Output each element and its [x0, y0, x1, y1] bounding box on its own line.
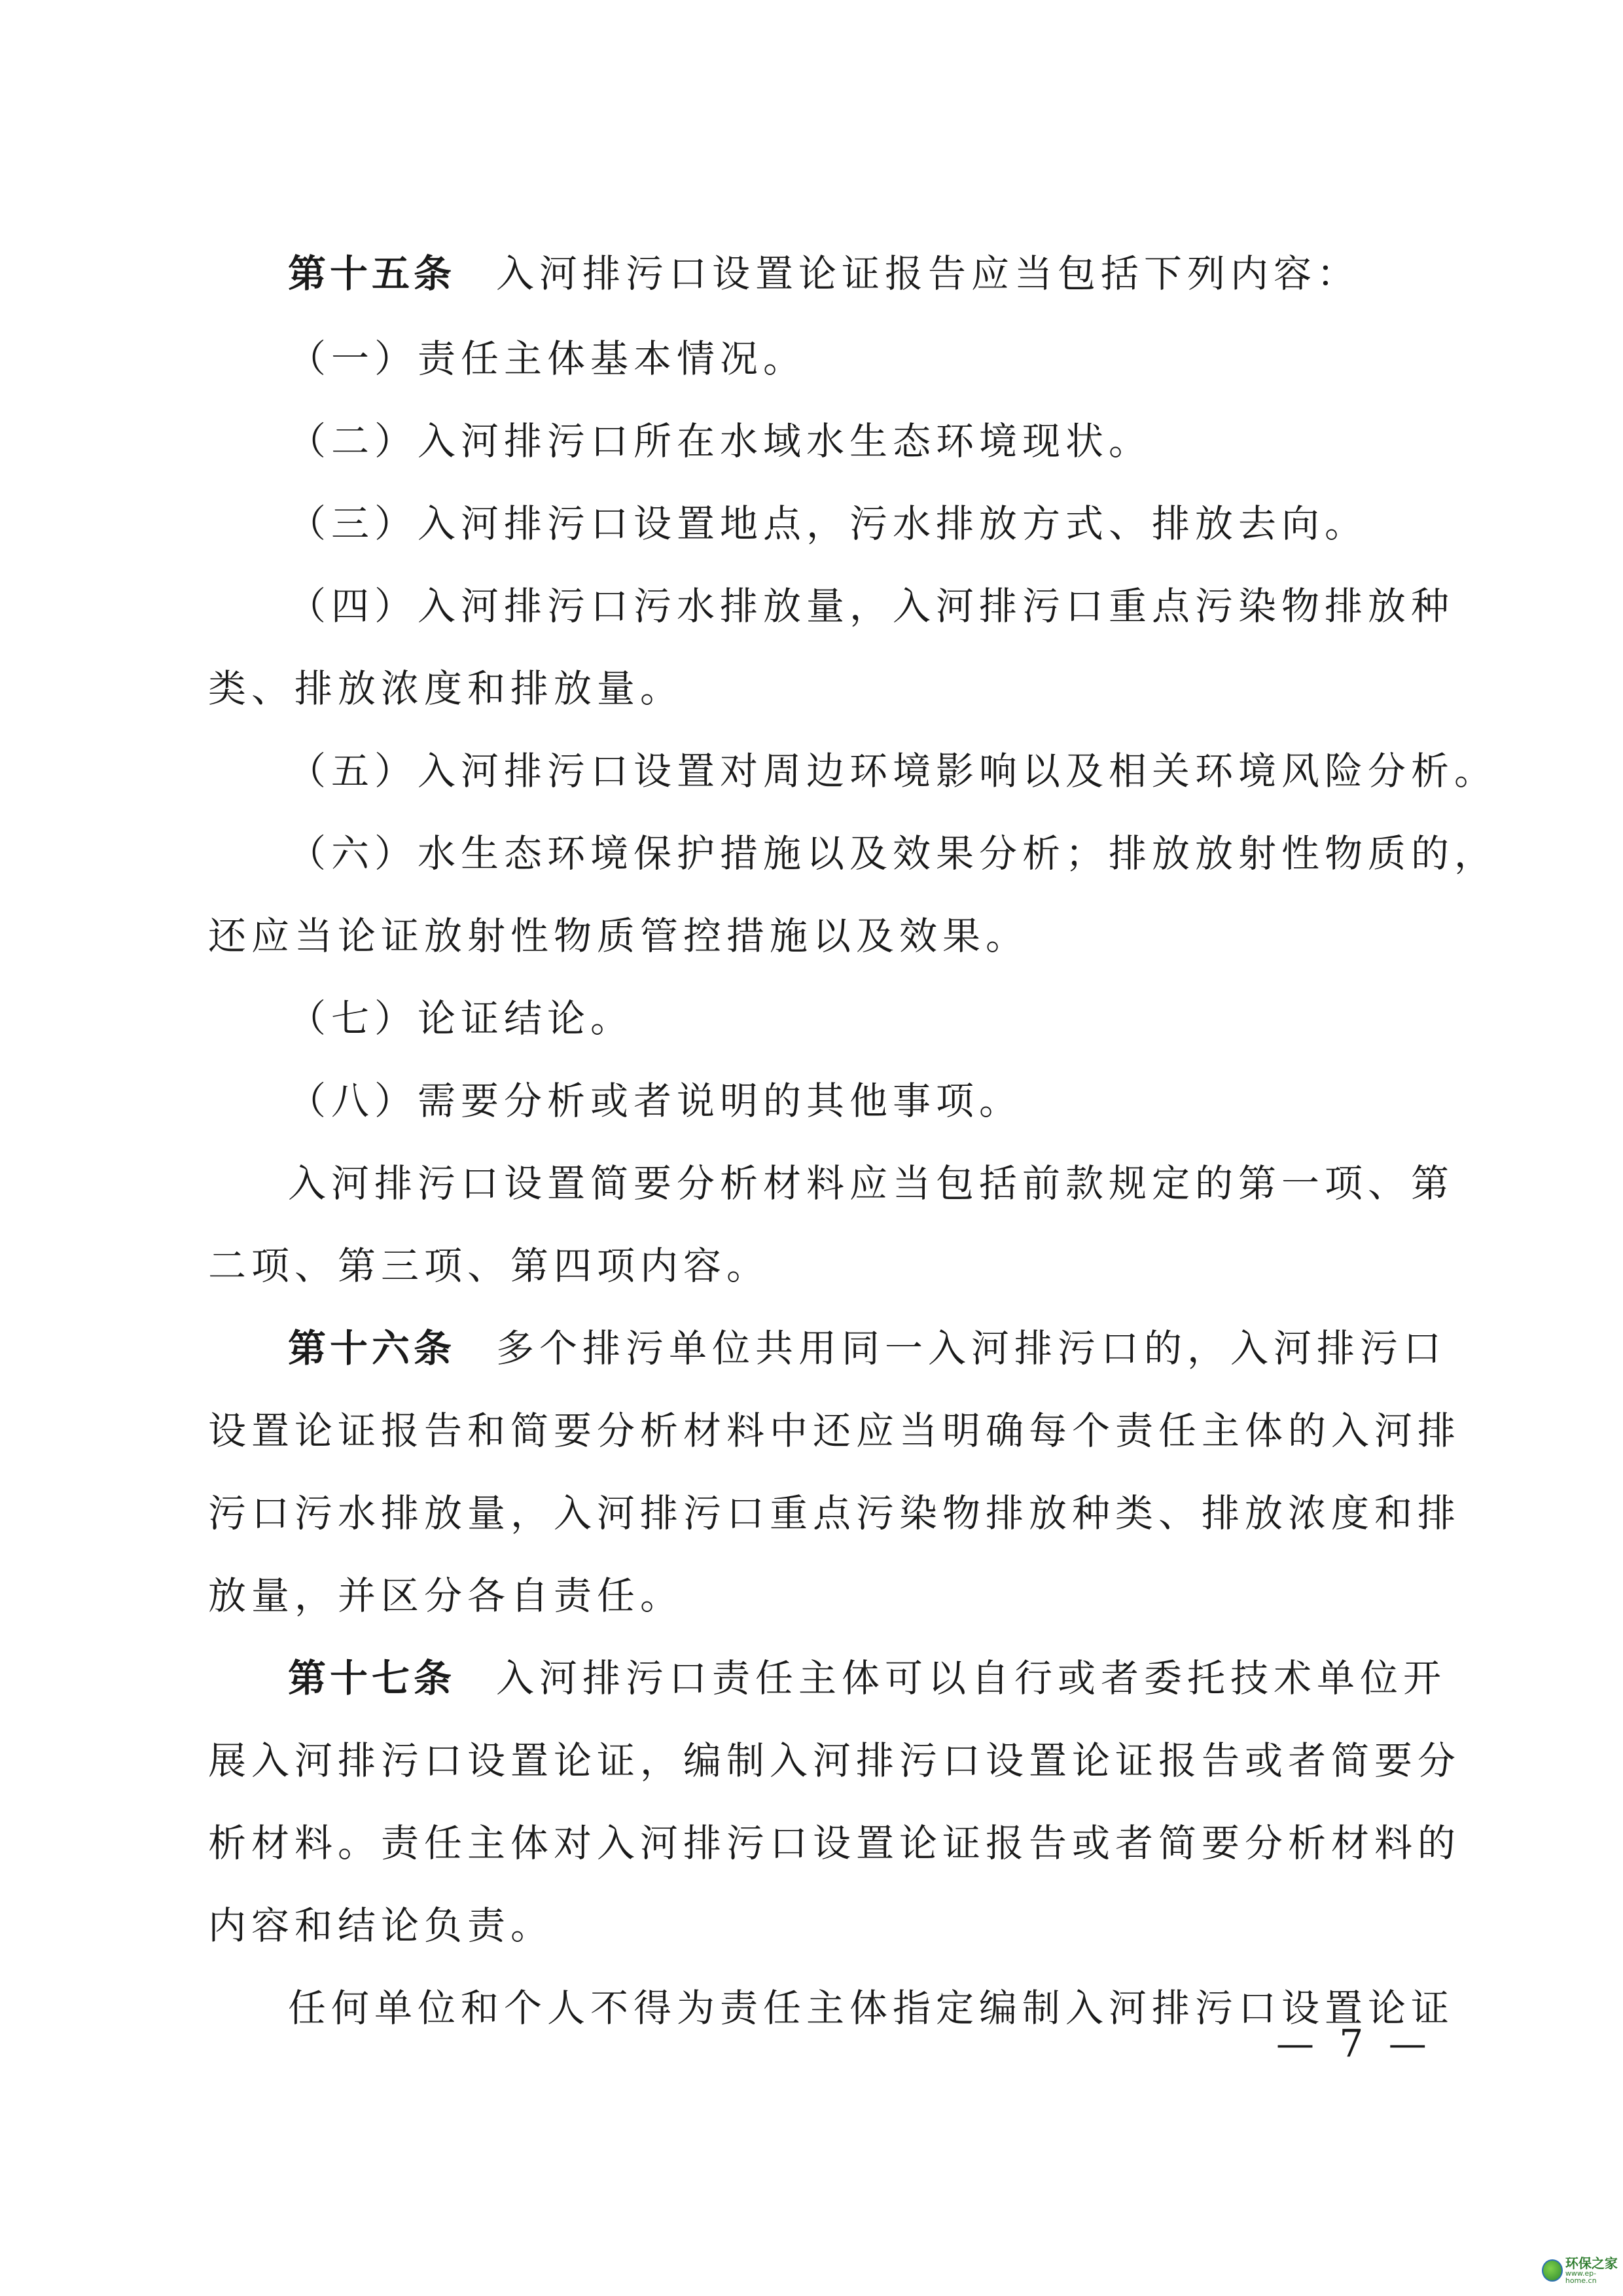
article-16-line-1: [288, 1322, 1447, 1374]
article-17-line-1: [288, 1652, 1447, 1704]
article-15-heading-line: [288, 247, 1419, 300]
article-17-text-1: 入河排污口责任主体可以自行或者委托技术单位开: [496, 1656, 1447, 1700]
site-watermark: [1542, 2257, 1623, 2284]
article-16-line-2: 设置论证报告和简要分析材料中还应当明确每个责任主体的入河排: [208, 1408, 1461, 1453]
article-15-para-2-line-1: 入河排污口设置简要分析材料应当包括前款规定的第一项、第: [288, 1161, 1455, 1206]
article-17-para-2-line-1: 任何单位和个人不得为责任主体指定编制入河排污口设置论证: [288, 1986, 1455, 2030]
article-17-line-4: 内容和结论负责。: [208, 1903, 554, 1948]
page-number: — 7 —: [1276, 2021, 1433, 2066]
article-15-para-2-line-2: 二项、第三项、第四项内容。: [208, 1244, 770, 1288]
article-17-line-2: 展入河排污口设置论证，编制入河排污口设置论证报告或者简要分: [208, 1738, 1461, 1783]
article-15-item-4-line-2: 类、排放浓度和排放量。: [208, 666, 684, 711]
article-15-item-3: （三）入河排污口设置地点，污水排放方式、排放去向。: [288, 501, 1368, 546]
article-15-item-7: （七）论证结论。: [288, 996, 634, 1041]
article-16-head: 第十六条: [288, 1326, 456, 1371]
article-15-item-8: （八）需要分析或者说明的其他事项。: [288, 1079, 1023, 1123]
article-16-line-3: 污口污水排放量，入河排污口重点污染物排放种类、排放浓度和排: [208, 1491, 1461, 1535]
article-16-text-1: 多个排污单位共用同一入河排污口的，入河排污口: [496, 1326, 1447, 1371]
article-17-line-3: 析材料。责任主体对入河排污口设置论证报告或者简要分析材料的: [208, 1821, 1461, 1865]
article-15-intro: 入河排污口设置论证报告应当包括下列内容：: [496, 251, 1361, 296]
article-15-item-1: （一）责任主体基本情况。: [288, 336, 807, 381]
globe-logo-icon: [1542, 2259, 1563, 2282]
article-15-item-4-line-1: （四）入河排污口污水排放量，入河排污口重点污染物排放种: [288, 584, 1455, 628]
article-17-head: 第十七条: [288, 1656, 456, 1700]
article-15-item-5: （五）入河排污口设置对周边环境影响以及相关环境风险分析。: [288, 749, 1498, 793]
article-15-item-6-line-2: 还应当论证放射性物质管控措施以及效果。: [208, 914, 1029, 958]
article-16-line-4: 放量，并区分各自责任。: [208, 1573, 684, 1618]
watermark-url: www.ep-home.cn: [1565, 2269, 1597, 2285]
article-15-head: 第十五条: [288, 251, 456, 296]
article-15-item-2: （二）入河排污口所在水域水生态环境现状。: [288, 419, 1152, 463]
article-15-item-6-line-1: （六）水生态环境保护措施以及效果分析；排放放射性物质的，: [288, 831, 1498, 876]
watermark-name: 环保之家: [1565, 2255, 1618, 2271]
